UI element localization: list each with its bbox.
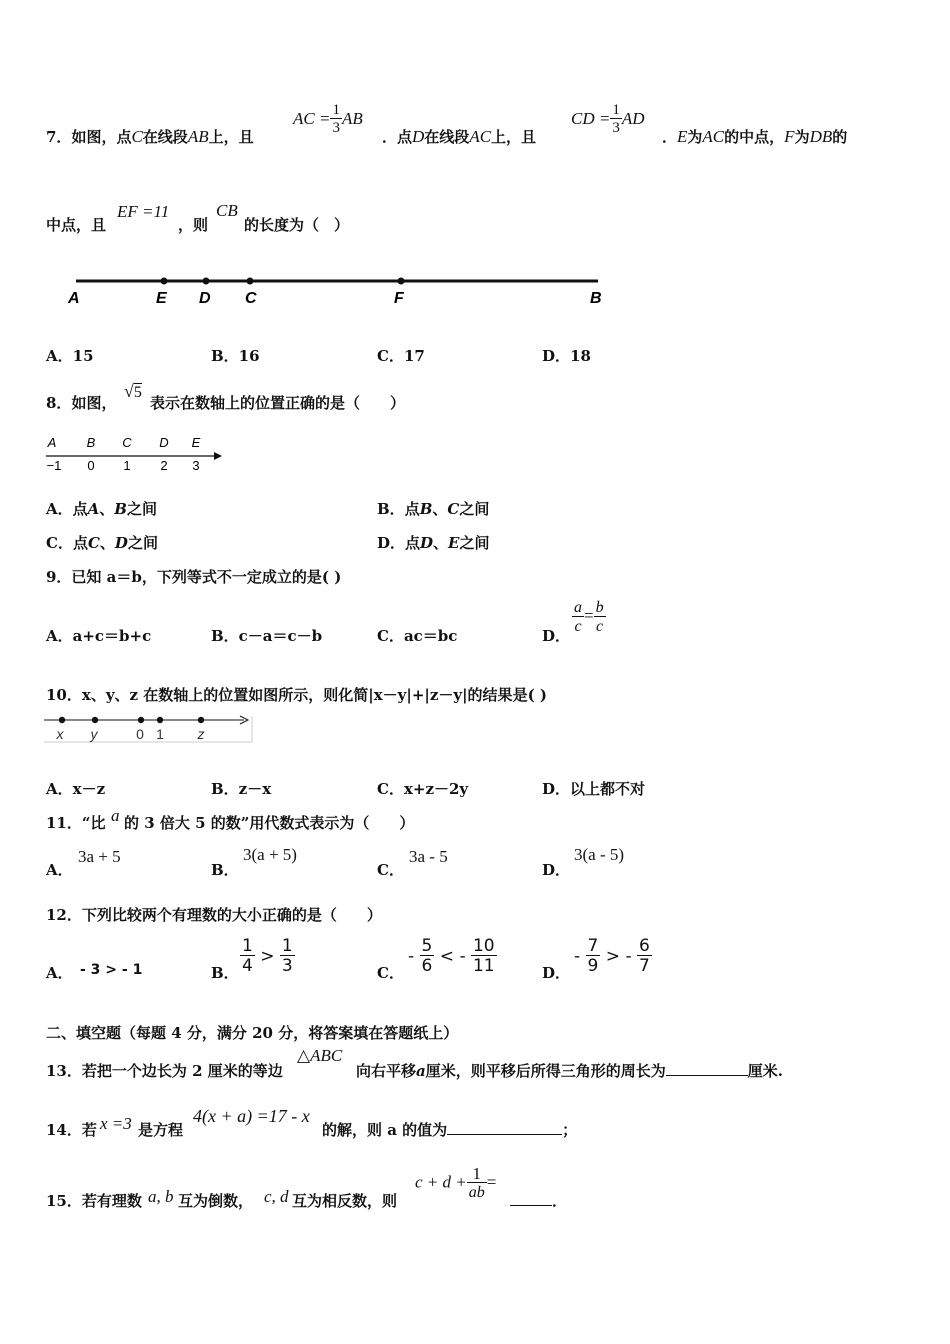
q9-option-b[interactable]: B．c－a＝c－b [211,627,323,645]
svg-text:−1: −1 [46,458,62,473]
q7-ef: EF =11 [117,202,170,221]
q8-option-b[interactable]: B．点B、C之间 [377,500,490,518]
q11-option-b-expr: 3(a + 5) [243,845,297,864]
q12-option-b[interactable]: B． [211,964,239,982]
q7-option-d[interactable]: D．18 [542,347,591,365]
q11-option-b[interactable]: B． [211,861,239,879]
label-a: A [68,290,80,307]
svg-text:A: A [47,435,57,450]
q15-ab: a, b [148,1187,174,1206]
q8-stem: 8．如图， [46,394,117,412]
label-f: F [394,290,404,307]
q14-stem-c: 的解，则 a 的值为 ； [322,1121,578,1139]
q10-number-line [44,712,256,744]
svg-text:C: C [122,435,132,450]
q15-stem-b: 互为倒数， [178,1192,254,1210]
svg-text:B: B [86,435,96,450]
svg-text:1: 1 [156,726,164,742]
svg-text:y: y [90,726,98,742]
q11-option-a-expr: 3a + 5 [78,847,121,866]
q11-stem-b: 的 3 倍大 5 的数”用代数式表示为（ ） [124,814,415,832]
q14-stem-b: 是方程 [138,1121,184,1139]
q15-expression: c + d + $\frac{1}{ab}$ = [415,1164,497,1201]
q14-x: x =3 [100,1114,132,1133]
q7-eq2: CD = $\frac{1}{3}$ AD [571,102,645,136]
q7-line1b: ．点D在线段AC上，且 [382,127,537,146]
q8-option-a[interactable]: A．点A、B之间 [46,500,157,518]
q11-a: a [111,806,120,825]
q10-option-c[interactable]: C．x+z－2y [377,780,469,798]
q9-option-c[interactable]: C．ac＝bc [377,627,458,645]
q10-option-d[interactable]: D．以上都不对 [542,780,646,798]
q10-option-a[interactable]: A．x－z [46,780,106,798]
q7-line1c: ．E为AC的中点，F为DB的 [662,127,848,146]
svg-text:x: x [56,726,64,742]
q7-eq1: AC = $\frac{1}{3}$ AB [293,102,363,136]
svg-text:1: 1 [123,458,131,473]
q12-stem: 12．下列比较两个有理数的大小正确的是（ ） [46,906,382,924]
q13-triangle: △ABC [297,1046,343,1065]
svg-text:z: z [197,726,205,742]
q11-option-d-expr: 3(a - 5) [574,845,625,864]
q10-stem: 10．x、y、z 在数轴上的位置如图所示，则化简|x－y|+|z－y|的结果是( ) [46,686,547,704]
q13-answer-blank[interactable] [666,1063,748,1076]
label-c: C [245,290,257,307]
q9-stem: 9．已知 a＝b，下列等式不一定成立的是( ) [46,568,342,586]
svg-text:E: E [191,435,201,450]
q10-option-b[interactable]: B．z－x [211,780,272,798]
svg-text:0: 0 [87,458,95,473]
q9-option-a[interactable]: A．a+c＝b+c [46,627,152,645]
q7-line2c: 的长度为（ ） [244,216,350,234]
q12-option-c[interactable]: C． [377,964,404,982]
q12-option-d-expr: - $\frac{7}{9}$ > - $\frac{6}{7}$ [574,936,650,976]
svg-text:3: 3 [192,458,200,473]
svg-text:0: 0 [136,726,144,742]
q12-option-a-expr: - 3 > - 1 [80,962,143,978]
q7-option-b[interactable]: B．16 [211,347,260,365]
svg-text:D: D [159,435,169,450]
q8-number-line [40,432,230,476]
point-f [398,278,405,285]
q15-cd: c, d [264,1187,289,1206]
q14-equation: 4(x + a) =17 - x [193,1106,310,1126]
svg-text:2: 2 [160,458,168,473]
q12-option-a[interactable]: A． [46,964,73,982]
q15-answer-blank[interactable] [510,1193,552,1206]
point-e [161,278,168,285]
q12-option-b-expr: $\frac{1}{4}$ > $\frac{1}{3}$ [242,936,293,976]
q13-stem: 13．若把一个边长为 2 厘米的等边 [46,1062,283,1080]
q8-option-c[interactable]: C．点C、D之间 [46,534,158,552]
q11-option-a[interactable]: A． [46,861,73,879]
q7-line2b: ，则 [178,216,209,234]
q14-stem: 14．若 [46,1121,97,1139]
label-d: D [199,290,211,307]
q11-option-c-expr: 3a - 5 [409,847,448,866]
q7-option-a[interactable]: A．15 [46,347,94,365]
q9-option-d[interactable]: D． [542,627,571,645]
point-d [203,278,210,285]
q15-stem: 15．若有理数 [46,1192,142,1210]
q8-option-d[interactable]: D．点D、E之间 [377,534,490,552]
label-b: B [590,290,602,307]
q9-option-d-expr: $\frac{a}{c}$ = $\frac{b}{c}$ [574,599,604,635]
point-c [247,278,254,285]
q7-cb: CB [216,201,238,220]
section-2-heading: 二、填空题（每题 4 分，满分 20 分，将答案填在答题纸上） [46,1024,459,1042]
q8-stem-b: 表示在数轴上的位置正确的是（ ） [150,394,406,412]
q7-line1: 7．如图，点C在线段AB上，且 [46,127,254,146]
q14-answer-blank[interactable] [447,1122,562,1135]
q15-tail: ． [510,1190,567,1211]
q12-option-d[interactable]: D． [542,964,571,982]
q13-stem-b: 向右平移a厘米，则平移后所得三角形的周长为 厘米. [356,1062,783,1080]
q15-stem-c: 互为相反数，则 [292,1192,398,1210]
q11-option-c[interactable]: C． [377,861,404,879]
q7-option-c[interactable]: C．17 [377,347,425,365]
q11-option-d[interactable]: D． [542,861,571,879]
q8-sqrt: √5 [124,381,142,401]
q7-segment-diagram [60,270,620,314]
q11-stem: 11．“比 [46,814,106,832]
q7-line2: 中点，且 [46,216,107,234]
q12-option-c-expr: - $\frac{5}{6}$ < - $\frac{10}{11}$ [408,936,495,976]
label-e: E [156,290,167,307]
